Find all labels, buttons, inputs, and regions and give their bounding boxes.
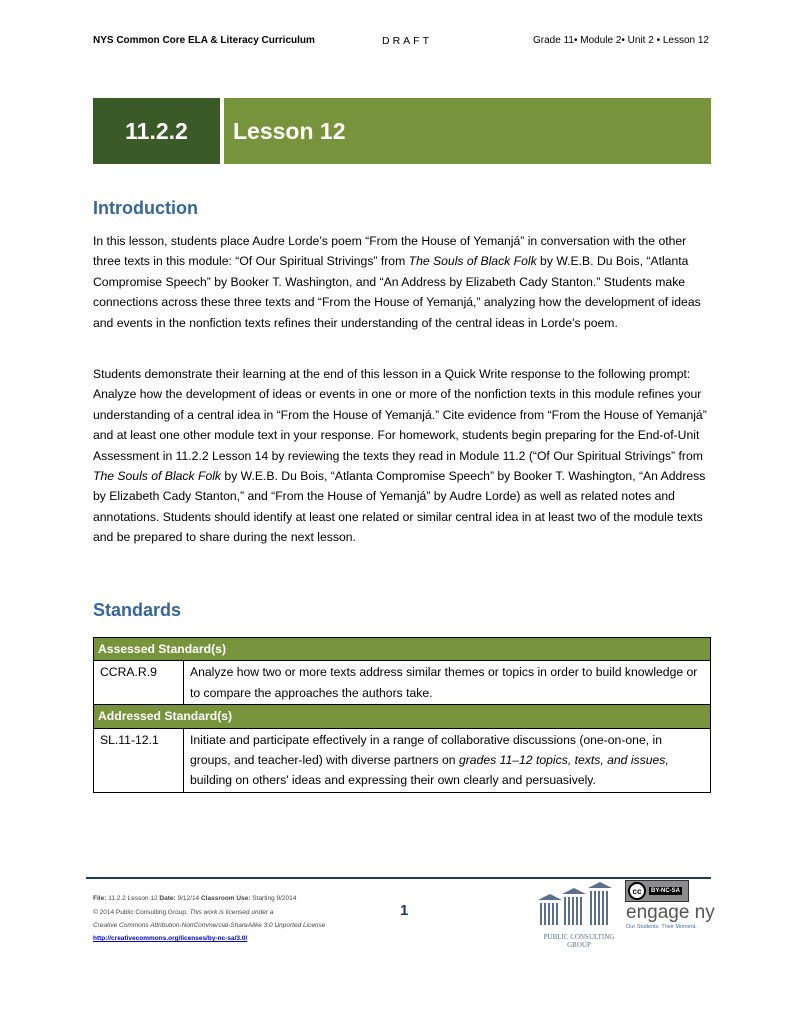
addressed-standards-header: Addressed Standard(s): [94, 705, 711, 728]
engageny-logo: engage ny Our Students. Their Moment.: [626, 902, 715, 930]
table-row: [94, 728, 711, 792]
cc-badge: cc BY-NC-SA: [625, 880, 689, 902]
standards-table: [93, 637, 711, 793]
introduction-paragraph-2: Students demonstrate their learning at the end of this lesson in a Quick Write response to the following prompt: Analyze how the development of ideas or events in one or more of the nonfiction texts in this module refines your understanding of a central idea in “From the House of Yemanjá.” Cite evidence from “From the House of Yemanjá” and at least one other module text in your response. For homework, students begin preparing for the End-of-Unit Assessment in 11.2.2 Lesson 14 by reviewing the texts they read in Module 11.2 (“Of Our Spiritual Strivings” from The Souls of Black Folk by W.E.B. Du Bois, “Atlanta Compromise Speech” by Booker T. Washington, “An Address by Elizabeth Cady Stanton,” and “From the House of Yemanjá” by Audre Lorde) as well as related notes and annotations. Students should identify at least one related or similar central idea in at least two of the module texts and be prepared to share during the next lesson.: [93, 367, 707, 545]
standard-text: Initiate and participate effectively in a range of collaborative discussions (one-on-one, in groups, and teacher-led) with diverse partners on grades 11–12 topics, texts, and issues, building on others' ideas and expressing their own clearly and persuasively.: [184, 728, 711, 792]
introduction-paragraph-1: In this lesson, students place Audre Lorde’s poem “From the House of Yemanjá” in conversation with the other three texts in this module: “Of Our Spiritual Strivings” from The Souls of Black Folk by W.E.B. Du Bois, “Atlanta Compromise Speech” by Booker T. Washington, and “An Address by Elizabeth Cady Stanton.” Students make connections across these three texts and “From the House of Yemanjá,” analyzing how the development of ideas and events in the nonfiction texts refines their understanding of the central ideas in Lorde’s poem.: [93, 234, 701, 330]
license-link[interactable]: http://creativecommons.org/licenses/by-nc-sa/3.0/: [93, 935, 248, 942]
standard-code: CCRA.R.9: [94, 661, 184, 705]
pcg-logo: PUBLIC CONSULTING GROUP: [536, 880, 616, 942]
footer-copyright: © 2014 Public Consulting Group. This work is licensed under a: [93, 909, 274, 916]
standard-text: Analyze how two or more texts address similar themes or topics in order to build knowledge or to compare the approaches the authors take.: [184, 661, 711, 705]
table-row: [94, 661, 711, 705]
footer-file-info: File: 11.2.2 Lesson 12 Date: 9/12/14 Classroom Use: Starting 9/2014: [93, 895, 297, 902]
header-draft: DRAFT: [382, 35, 432, 47]
standards-heading: Standards: [93, 600, 182, 620]
footer-license: Creative Commons Attribution-NonCommercial-ShareAlike 3.0 Unported License: [93, 922, 326, 929]
lesson-number: 11.2.2: [93, 98, 220, 164]
footer-divider: [86, 877, 711, 879]
introduction-heading: Introduction: [93, 198, 198, 218]
page-number: 1: [400, 902, 409, 919]
lesson-banner: [93, 98, 711, 164]
assessed-standards-header: Assessed Standard(s): [94, 638, 711, 661]
lesson-title: Lesson 12: [224, 98, 711, 164]
header-curriculum: NYS Common Core ELA & Literacy Curriculum: [93, 35, 315, 46]
header-lesson-info: Grade 11• Module 2• Unit 2 • Lesson 12: [533, 35, 709, 46]
cc-icon: cc: [628, 882, 646, 900]
standard-code: SL.11-12.1: [94, 728, 184, 792]
